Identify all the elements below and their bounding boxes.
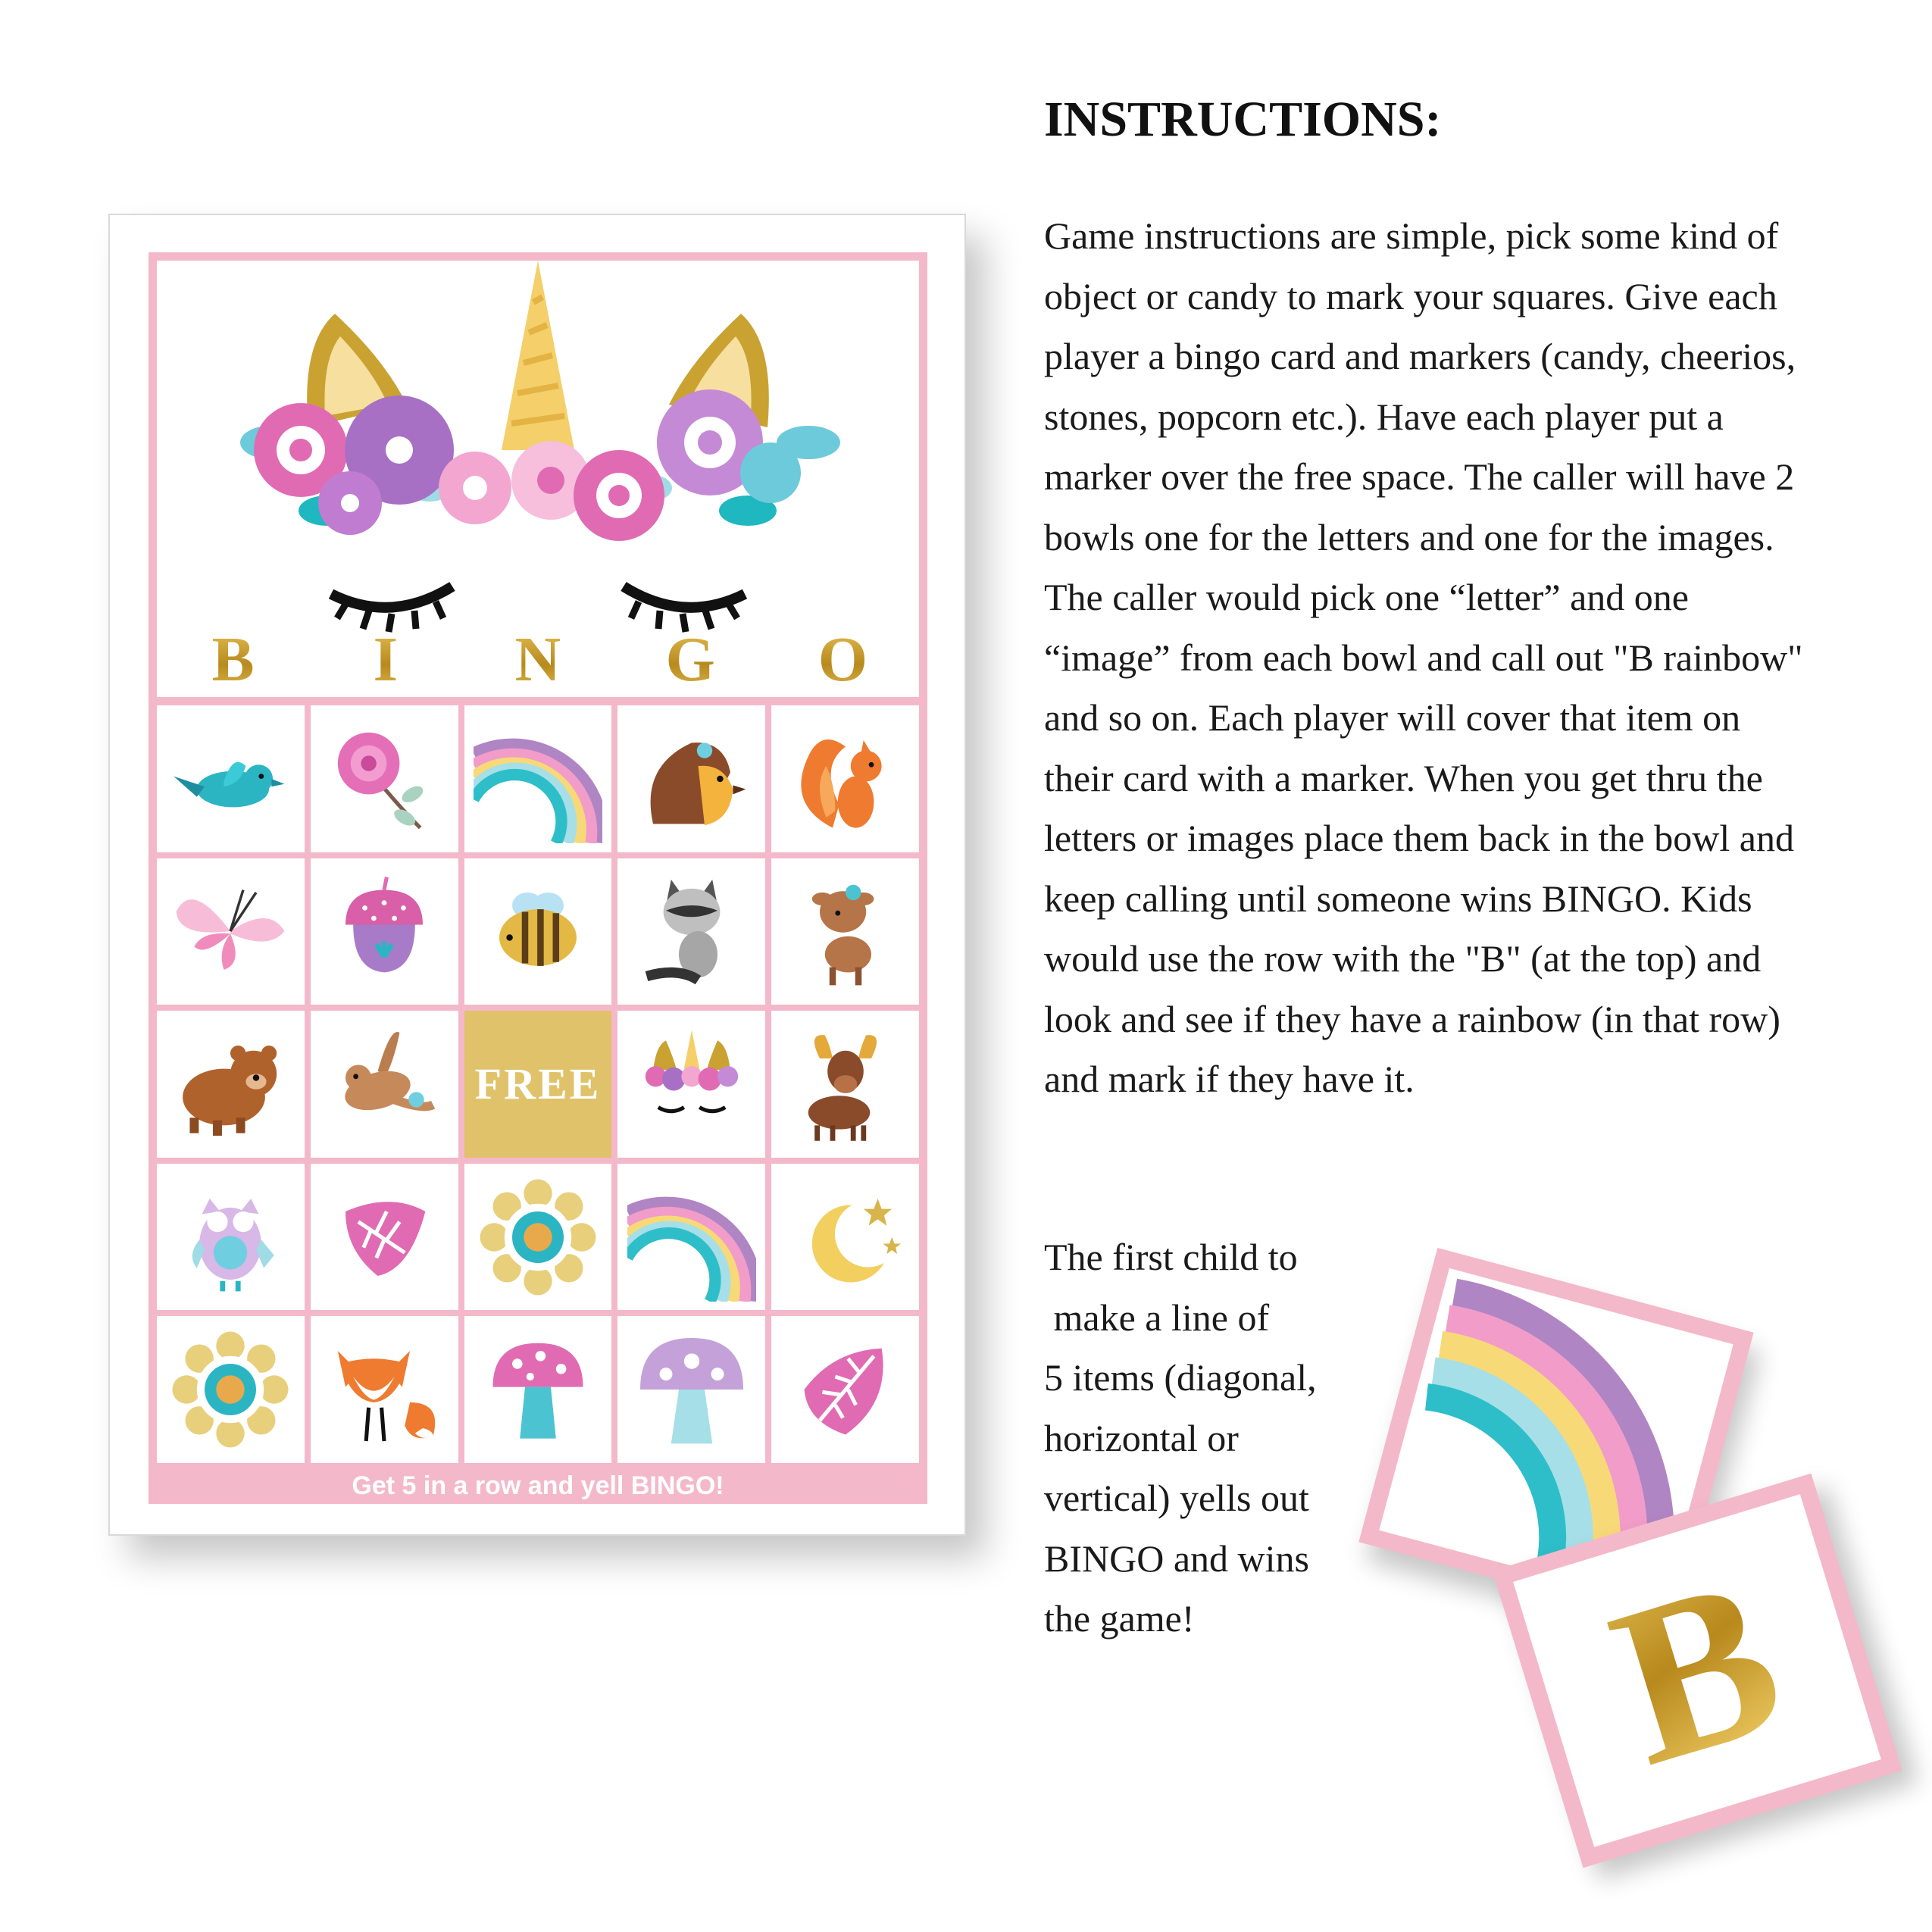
butterfly-icon: [166, 867, 295, 996]
fawn-icon: [781, 867, 910, 996]
raccoon-icon: [627, 867, 756, 996]
bingo-cell[interactable]: [464, 705, 612, 852]
purple-mushroom-icon: [627, 1325, 756, 1454]
sample-letter-tile-inner: [1513, 1494, 1881, 1847]
moon-stars-icon: [781, 1173, 910, 1302]
bingo-cell[interactable]: [157, 1316, 305, 1463]
instructions-title: INSTRUCTIONS:: [1044, 92, 1442, 147]
rainbow-icon: [627, 1173, 756, 1302]
bingo-card: [108, 214, 966, 1536]
sample-letter: B: [1513, 1494, 1881, 1847]
bingo-cell[interactable]: [771, 1316, 919, 1463]
unicorn-face-icon: [157, 261, 919, 639]
free-label: FREE: [474, 1059, 602, 1109]
bingo-letters: [157, 623, 919, 699]
leaf-icon: [320, 1173, 449, 1302]
pink-mushroom-icon: [474, 1325, 602, 1454]
card-footer: Get 5 in a row and yell BINGO!: [352, 1471, 724, 1500]
bingo-cell[interactable]: [771, 858, 919, 1005]
letter-g: G: [614, 623, 767, 699]
letter-i: I: [309, 623, 461, 699]
squirrel-icon: [781, 714, 910, 843]
instructions-ending: [1044, 1227, 1408, 1649]
bingo-cell[interactable]: [617, 1164, 765, 1311]
bluebird-icon: [166, 714, 295, 843]
bingo-cell[interactable]: [311, 1316, 458, 1463]
instructions-line: make a line of: [1044, 1296, 1270, 1339]
bingo-cell[interactable]: [464, 858, 612, 1005]
bingo-cell[interactable]: [311, 1164, 458, 1311]
bingo-cell[interactable]: [771, 1011, 919, 1158]
card-pink-frame: [148, 252, 927, 1504]
bee-icon: [474, 867, 602, 996]
moose-icon: [781, 1020, 910, 1149]
unicorn-icon: [627, 1020, 756, 1149]
bingo-cell[interactable]: [157, 1164, 305, 1311]
bingo-cell[interactable]: [617, 1316, 765, 1463]
bingo-cell[interactable]: [157, 705, 305, 852]
fox-icon: [320, 1325, 449, 1454]
pink-flower-icon: [320, 714, 449, 843]
bingo-cell[interactable]: [157, 858, 305, 1005]
bingo-cell[interactable]: [617, 705, 765, 852]
bingo-cell[interactable]: [771, 1164, 919, 1311]
free-space[interactable]: [464, 1011, 612, 1158]
leaf-icon: [781, 1325, 910, 1454]
bingo-cell[interactable]: [311, 705, 458, 852]
instructions-line: 5 items (diagonal,: [1044, 1356, 1317, 1399]
instructions-line: horizontal or: [1044, 1416, 1239, 1459]
sunflower-icon: [474, 1173, 602, 1302]
instructions-line: BINGO and wins: [1044, 1537, 1309, 1580]
sunflower-icon: [166, 1325, 295, 1454]
hedgehog-icon: [627, 714, 756, 843]
letter-o: O: [767, 623, 919, 699]
bear-icon: [166, 1020, 295, 1149]
bingo-cell[interactable]: [771, 705, 919, 852]
bingo-cell[interactable]: [464, 1316, 612, 1463]
instructions-body: Game instructions are simple, pick some kind of object or candy to mark your squares. Give each player a bingo card and markers (candy, cheerios, stones, popcorn etc.). Have each player put a marker over the free space. The caller will have 2 bowls one for the letters and one for the images. The caller would pick one “letter” and one “image” from each bowl and call out "B rainbow" and so on. Each player will cover that item on their card with a marker. When you get thru the letters or images place them back in the bowl and keep calling until someone wins BINGO. Kids would use the row with the "B" (at the top) and look and see if they have a rainbow (in that row) and mark if they have it.: [1044, 214, 1803, 1100]
bunny-icon: [320, 1020, 449, 1149]
bingo-cell[interactable]: [464, 1164, 612, 1311]
bingo-cell[interactable]: [617, 858, 765, 1005]
card-header: [157, 261, 919, 697]
bingo-grid: [157, 705, 919, 1463]
instructions-line: vertical) yells out: [1044, 1477, 1309, 1519]
letter-n: N: [461, 623, 614, 699]
bingo-cell[interactable]: [617, 1011, 765, 1158]
owl-icon: [166, 1173, 295, 1302]
acorn-icon: [320, 867, 449, 996]
bingo-cell[interactable]: [157, 1011, 305, 1158]
bingo-cell[interactable]: [311, 1011, 458, 1158]
bingo-cell[interactable]: [311, 858, 458, 1005]
letter-b: B: [157, 623, 309, 699]
instructions-line: the game!: [1044, 1597, 1195, 1640]
rainbow-icon: [474, 714, 602, 843]
instructions-line: The first child to: [1044, 1236, 1298, 1278]
